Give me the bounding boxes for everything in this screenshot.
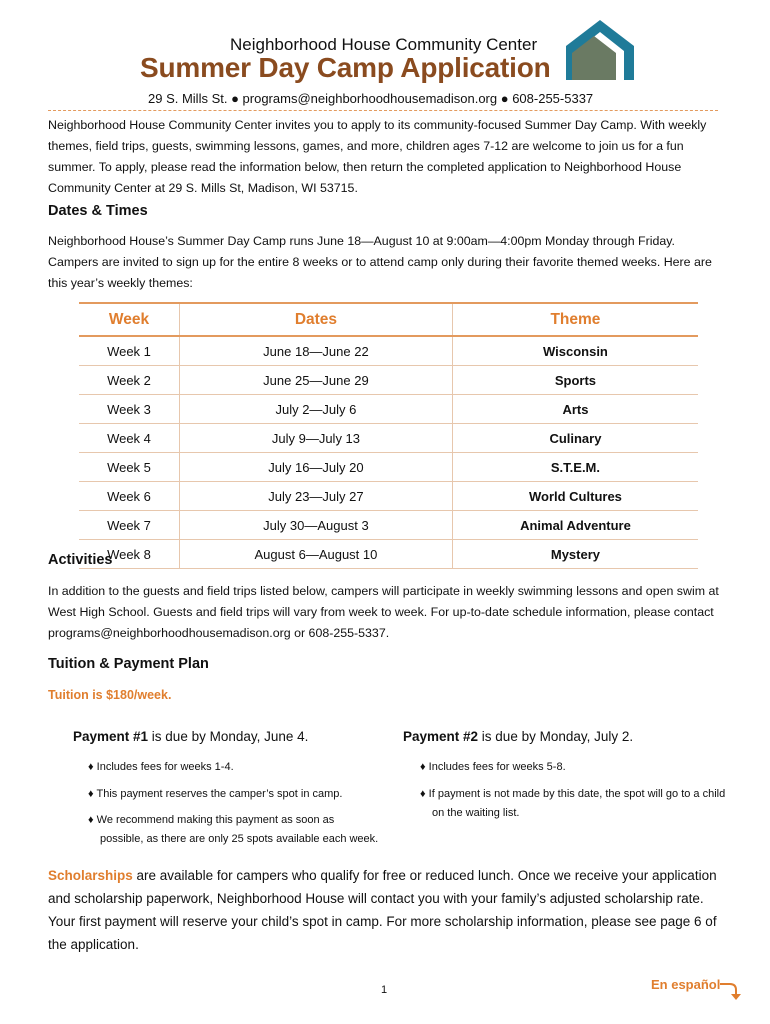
theme-cell: World Cultures [452,482,698,511]
dates-cell: June 18—June 22 [179,336,452,366]
activities-paragraph: In addition to the guests and field trips listed below, campers will participate in weekly swimming lessons and open swim at West High School. Guests and field trips will vary from week to week. For up-to-date schedule information, please contact programs@neighborhoodhousemadison.org or 608-255-5337. [48,584,719,640]
contact-line: 29 S. Mills St. ● programs@neighborhoodhousemadison.org ● 608-255-5337 [148,91,594,106]
table-row [79,336,698,366]
payment-1-label: Payment #1 [73,729,149,744]
dates-column-header: Dates [179,303,452,336]
theme-cell: Culinary [452,424,698,453]
intro-paragraph: Neighborhood House Community Center invites you to apply to its community-focused Summer Day Camp. With weekly themes, field trips, guests, swimming lessons, games, and more, children ages 7-12 are welcome to join us for a fun summer. To apply, please read the information below, then return the completed application to Neighborhood House Community Center at 29 S. Mills St, Madison, WI 53715. [48,118,707,195]
scholarships-text: are available for campers who qualify for free or reduced lunch. Once we receive your application and scholarship paperwork, Neighborhood House will contact you with your family’s adjusted scholarship rate. Your first payment will reserve your child’s spot in camp. For more scholarship information, please see page 6 of the application. [48,868,717,952]
tuition-heading: Tuition & Payment Plan [48,656,209,672]
payment-2-due: is due by Monday, July 2. [478,729,634,744]
org-name: Neighborhood House Community Center [230,35,538,54]
tuition-rate: Tuition is $180/week. [48,688,172,702]
page-number: 1 [381,984,388,996]
dates-cell: June 25—June 29 [179,366,452,395]
house-logo-icon [566,18,634,80]
scholarships-label: Scholarships [48,868,133,883]
week-cell: Week 4 [79,424,179,453]
week-cell: Week 7 [79,511,179,540]
payment-2-heading [403,729,633,744]
dates-cell: July 30—August 3 [179,511,452,540]
theme-cell: S.T.E.M. [452,453,698,482]
payment-1-due: is due by Monday, June 4. [148,729,309,744]
activities-heading: Activities [48,552,113,568]
table-row [79,453,698,482]
payment-1-bullet: ♦ This payment reserves the camper’s spot in camp. [88,788,343,800]
payment-2-bullet: ♦ If payment is not made by this date, the spot will go to a child on the waiting list. [420,788,726,819]
theme-cell: Wisconsin [452,336,698,366]
dates-cell: July 23—July 27 [179,482,452,511]
table-row [79,395,698,424]
dates-cell: July 2—July 6 [179,395,452,424]
week-column-header: Week [79,303,179,336]
theme-cell: Sports [452,366,698,395]
week-cell: Week 8 [79,540,179,569]
table-row [79,540,698,569]
theme-cell: Mystery [452,540,698,569]
curved-arrow-icon [718,978,742,1002]
theme-cell: Arts [452,395,698,424]
table-row [79,424,698,453]
weekly-themes-table [79,302,698,569]
payment-1-bullet: ♦ We recommend making this payment as soon as possible, as there are only 25 spots available each week. [88,814,379,845]
dates-cell: July 9—July 13 [179,424,452,453]
table-row [79,511,698,540]
week-cell: Week 6 [79,482,179,511]
table-row [79,482,698,511]
theme-cell: Animal Adventure [452,511,698,540]
payment-2-bullet: ♦ Includes fees for weeks 5-8. [420,761,566,773]
payment-1-heading [73,729,308,744]
spanish-link[interactable]: En español [651,977,721,992]
week-cell: Week 3 [79,395,179,424]
dates-heading: Dates & Times [48,203,148,219]
week-cell: Week 1 [79,336,179,366]
page-title: Summer Day Camp Application [140,52,551,83]
scholarships-paragraph [48,864,728,956]
table-row [79,366,698,395]
payment-1-bullet: ♦ Includes fees for weeks 1-4. [88,761,234,773]
week-cell: Week 5 [79,453,179,482]
payment-2-label: Payment #2 [403,729,479,744]
dates-cell: August 6—August 10 [179,540,452,569]
theme-column-header: Theme [452,303,698,336]
header-divider [48,110,718,111]
week-cell: Week 2 [79,366,179,395]
dates-paragraph: Neighborhood House’s Summer Day Camp runs June 18—August 10 at 9:00am—4:00pm Monday through Friday. Campers are invited to sign up for the entire 8 weeks or to attend camp only during their favorite themed weeks. Here are this year’s weekly themes: [48,234,712,290]
table-header-row [79,303,698,336]
dates-cell: July 16—July 20 [179,453,452,482]
